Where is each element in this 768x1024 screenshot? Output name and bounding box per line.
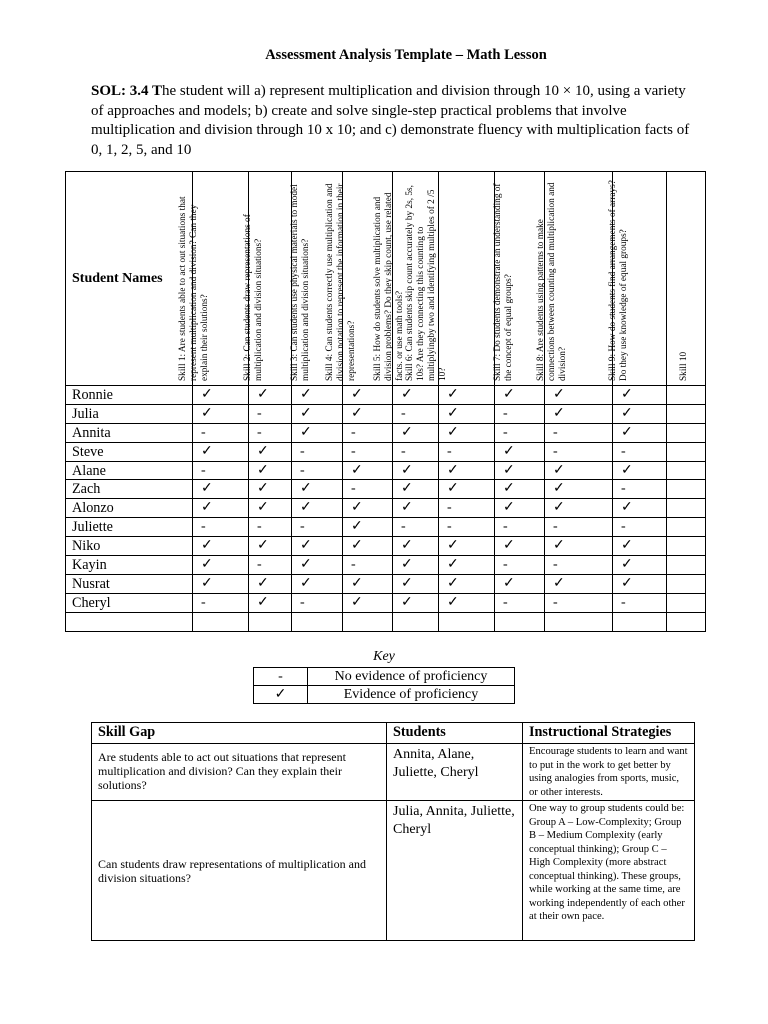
skill-mark [667,461,706,480]
skill-mark: ✓ [613,386,667,405]
skill-header [607,172,667,386]
skill-mark: ✓ [439,480,495,499]
skill-mark: ✓ [495,537,545,556]
skill-mark: ✓ [249,480,292,499]
skill-mark: - [292,518,343,537]
skill-mark: - [193,593,249,612]
skill-mark: - [193,423,249,442]
student-name: Alonzo [66,499,193,518]
skill-mark: ✓ [545,404,613,423]
skill-mark [667,518,706,537]
skill-mark: ✓ [292,556,343,575]
table-row [66,574,706,593]
skill-mark: ✓ [495,499,545,518]
skill-mark: ✓ [292,499,343,518]
skill-mark: - [545,442,613,461]
skill-mark: ✓ [393,461,439,480]
skill-mark: - [439,442,495,461]
table-row [66,612,706,631]
student-name: Kayin [66,556,193,575]
skill-mark [667,442,706,461]
skill-mark [343,612,393,631]
skill-mark: - [249,404,292,423]
skill-mark: ✓ [249,537,292,556]
skill-mark: - [495,423,545,442]
skill-mark: ✓ [193,480,249,499]
skill-mark: ✓ [343,593,393,612]
skill-1-label: Skill 1: Are students able to act out situations that represent multiplication and division? Can they explain their solutions? [177,196,210,381]
skill-mark: ✓ [495,386,545,405]
key-row [254,686,515,704]
skill-mark: ✓ [249,574,292,593]
table-row [66,386,706,405]
skill-mark: ✓ [193,404,249,423]
skill-mark: - [393,404,439,423]
gap-row [92,801,695,941]
skill-mark: - [193,518,249,537]
skill-mark: ✓ [439,423,495,442]
skill-mark: ✓ [495,461,545,480]
skill-mark: ✓ [193,386,249,405]
skill-mark [393,612,439,631]
skill-mark: ✓ [292,537,343,556]
skill-mark: - [545,423,613,442]
table-body [66,386,706,632]
skill-mark: ✓ [613,423,667,442]
strategy-cell: One way to group students could be: Group A – Low-Complexity; Group B – Medium Complexity (early conceptual thinking); Group C – High Complexity (more abstract conceptual thinking). These groups, while working at the same time, are working independently of each other at their own pace. [523,801,695,941]
table-row [66,537,706,556]
student-name: Steve [66,442,193,461]
student-name: Ronnie [66,386,193,405]
skill-mark: ✓ [393,556,439,575]
skill-mark: - [249,518,292,537]
gap-header-row [92,723,695,744]
skill-mark [667,499,706,518]
student-name: Julia [66,404,193,423]
skill-mark: ✓ [249,386,292,405]
student-name: Niko [66,537,193,556]
skill-7-label: Skill 7: Do students demonstrate an understanding of the concept of equal groups? [492,183,514,381]
skill-gap-cell: Are students able to act out situations that represent multiplication and division? Can they explain their solutions? [92,744,387,801]
skill-gap-header: Skill Gap [92,723,387,744]
skill-mark: ✓ [193,556,249,575]
gap-row [92,744,695,801]
table-row [66,423,706,442]
table-row [66,556,706,575]
skill-mark: - [613,593,667,612]
skill-mark: ✓ [292,574,343,593]
skill-header [177,172,249,386]
sol-statement [91,82,691,160]
table-row [66,518,706,537]
skill-mark: - [495,593,545,612]
skill-mark [495,612,545,631]
skill-mark: ✓ [193,442,249,461]
skill-mark: ✓ [393,499,439,518]
skill-3-label: Skill 3: Can students use physical materials to model multiplication and division situations? [290,184,311,381]
skill-mark: ✓ [495,574,545,593]
skill-8-label: Skill 8: Are students using patterns to make connections between counting and multiplication and division? [535,182,568,381]
table-row [66,499,706,518]
skill-mark: - [545,556,613,575]
skill-mark: - [613,518,667,537]
skill-mark: - [545,593,613,612]
skill-mark: ✓ [439,404,495,423]
key-symbol: ✓ [254,686,308,704]
skill-mark: ✓ [545,461,613,480]
skill-mark: - [292,593,343,612]
skill-4-label: Skill 4: Can students correctly use multiplication and division notation to represent the information in their representations? [324,183,357,381]
skill-mark: ✓ [545,480,613,499]
skill-mark: - [613,480,667,499]
skill-mark: - [249,423,292,442]
student-name: Annita [66,423,193,442]
skill-mark: ✓ [193,499,249,518]
skill-mark: ✓ [545,537,613,556]
student-name: Juliette [66,518,193,537]
skill-mark: ✓ [292,404,343,423]
table-row [66,461,706,480]
skill-mark [613,612,667,631]
skill-mark: - [343,423,393,442]
skill-mark [545,612,613,631]
skill-mark [667,404,706,423]
skill-header [535,172,613,386]
skill-mark: ✓ [249,461,292,480]
skill-mark: ✓ [495,442,545,461]
skill-mark: ✓ [545,574,613,593]
skill-mark: ✓ [393,386,439,405]
skill-mark: ✓ [393,480,439,499]
skill-gap-table [91,722,695,941]
sol-text: he student will a) represent multiplication and division through 10 × 10, using a variety of approaches and models; b) create and solve single-step practical problems that involve multiplication and division through 10 x 10; and c) demonstrate fluency with multiplication facts of 0, 1, 2, 5, and 10 [91,83,690,158]
skill-header [404,172,495,386]
key-row [254,668,515,686]
skill-mark: ✓ [393,537,439,556]
skill-mark: ✓ [249,442,292,461]
skill-mark: - [249,556,292,575]
skill-5-label: Skill 5: How do students solve multiplication and division problems? Do they skip count, use related facts. or use math tools? [372,192,405,381]
skill-mark: ✓ [613,537,667,556]
skill-6-label: Skill 6: Can students skip count accurately by 2s, 5s, 10s? Are they connecting this counting to multiplyingby two and identifying multiples of 2 /5 10? [404,185,448,381]
key-meaning: No evidence of proficiency [308,668,515,686]
skill-10-label: Skill 10 [679,351,689,381]
skill-mark: ✓ [545,386,613,405]
skill-mark: - [393,442,439,461]
skill-mark: ✓ [545,499,613,518]
skill-mark: ✓ [439,593,495,612]
skill-mark: - [193,461,249,480]
skill-mark: ✓ [343,404,393,423]
skill-mark: ✓ [249,499,292,518]
skill-mark: - [292,461,343,480]
skill-mark: ✓ [343,499,393,518]
skill-mark: - [393,518,439,537]
student-names-header: Student Names [66,172,193,386]
table-header-row [66,172,706,386]
key-title: Key [373,649,395,664]
skill-mark [667,386,706,405]
skill-header [243,172,292,386]
skill-mark: - [343,556,393,575]
skill-mark [193,612,249,631]
skill-mark: ✓ [343,537,393,556]
strategy-cell: Encourage students to learn and want to put in the work to get better by using analogies from sports, music, or other interests. [523,744,695,801]
assessment-table [65,171,706,632]
student-name: Nusrat [66,574,193,593]
students-cell: Julia, Annita, Juliette, Cheryl [387,801,523,941]
skill-mark: ✓ [292,480,343,499]
students-cell: Annita, Alane, Juliette, Cheryl [387,744,523,801]
skill-mark: - [439,518,495,537]
skill-mark: - [495,518,545,537]
table-row [66,480,706,499]
sol-label: SOL: 3.4 T [91,83,162,99]
skill-mark: ✓ [393,574,439,593]
skill-2-label: Skill 2: Can students draw representations of multiplication and division situations? [243,214,264,381]
skill-mark: ✓ [439,556,495,575]
skill-gap-cell: Can students draw representations of multiplication and division situations? [92,801,387,941]
skill-mark [667,612,706,631]
student-name: Alane [66,461,193,480]
skill-mark [292,612,343,631]
skill-9-label: Skill 9: How do students find arrangements of arrays? Do they use knowledge of equal groups? [607,180,629,381]
skill-mark: ✓ [343,461,393,480]
skill-mark: - [343,480,393,499]
skill-mark: ✓ [193,574,249,593]
skill-mark: ✓ [613,556,667,575]
skill-mark: ✓ [613,461,667,480]
skill-mark: ✓ [439,537,495,556]
skill-mark: ✓ [343,518,393,537]
student-name [66,612,193,631]
skill-mark: ✓ [439,461,495,480]
skill-mark: ✓ [439,386,495,405]
document-title: Assessment Analysis Template – Math Lesson [265,47,547,63]
skill-mark: ✓ [393,423,439,442]
skill-mark: ✓ [495,480,545,499]
key-symbol: - [254,668,308,686]
table-row [66,442,706,461]
skill-mark: ✓ [193,537,249,556]
skill-mark: - [495,556,545,575]
skill-mark: - [343,442,393,461]
skill-mark: ✓ [613,574,667,593]
skill-mark [249,612,292,631]
skill-mark: ✓ [439,574,495,593]
skill-mark [667,537,706,556]
table-row [66,404,706,423]
skill-mark: ✓ [343,574,393,593]
skill-mark: ✓ [292,386,343,405]
skill-mark [667,574,706,593]
skill-header [667,172,706,386]
skill-mark [439,612,495,631]
skill-mark [667,593,706,612]
student-name: Cheryl [66,593,193,612]
students-header: Students [387,723,523,744]
skill-mark: ✓ [249,593,292,612]
skill-mark [667,556,706,575]
skill-mark: ✓ [393,593,439,612]
skill-mark: ✓ [613,404,667,423]
key-meaning: Evidence of proficiency [308,686,515,704]
skill-mark: - [613,442,667,461]
skill-mark: - [545,518,613,537]
skill-mark: - [495,404,545,423]
table-row [66,593,706,612]
skill-mark: ✓ [613,499,667,518]
skill-mark [667,480,706,499]
strategies-header: Instructional Strategies [523,723,695,744]
skill-mark: - [439,499,495,518]
key-table [253,667,515,704]
student-name: Zach [66,480,193,499]
skill-mark: - [292,442,343,461]
skill-mark [667,423,706,442]
skill-mark: ✓ [292,423,343,442]
skill-mark: ✓ [343,386,393,405]
